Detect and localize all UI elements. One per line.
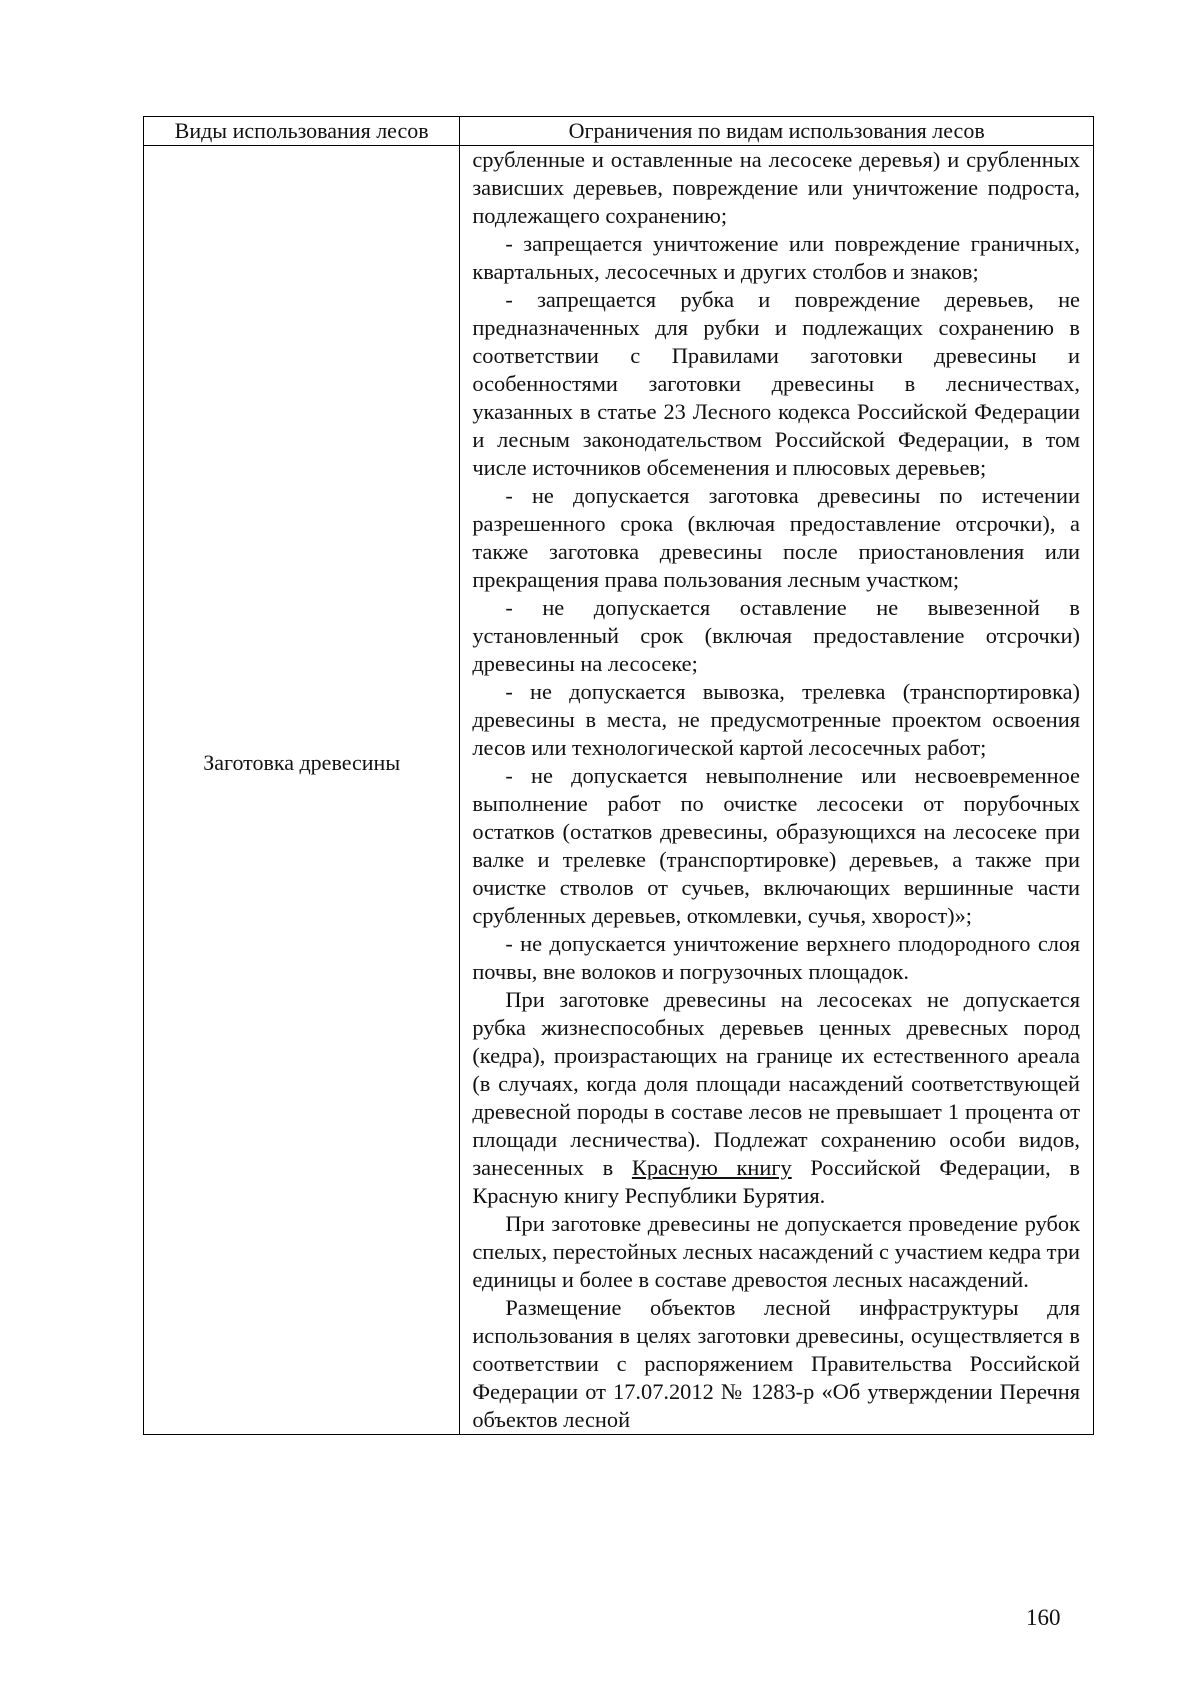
table-header-row xyxy=(144,117,1094,146)
paragraph-2: - запрещается рубка и повреждение деревьев, не предназначенных для рубки и подлежащих сохранению в соответствии с Правилами заготовки древесины и особенностями заготовки древесины в лесничествах, указанных в статье 23 Лесного кодекса Российской Федерации и лесным законодательством Российской Федерации, в том числе источников обсеменения и плюсовых деревьев; xyxy=(472,287,1080,480)
row-label: Заготовка древесины xyxy=(203,750,401,775)
paragraph-1: - запрещается уничтожение или повреждение граничных, квартальных, лесосечных и других столбов и знаков; xyxy=(472,231,1080,284)
table-row xyxy=(144,146,1094,1435)
restrictions-table xyxy=(143,116,1094,1435)
paragraph-7: - не допускается уничтожение верхнего плодородного слоя почвы, вне волоков и погрузочных площадок. xyxy=(472,931,1080,984)
paragraph-0: срубленные и оставленные на лесосеке деревья) и срубленных зависших деревьев, повреждение или уничтожение подроста, подлежащего сохранению; xyxy=(472,147,1080,228)
paragraph-8-text: При заготовке древесины на лесосеках не допускается рубка жизнеспособных деревьев ценных древесных пород (кедра), произрастающих на границе их естественного ареала (в случаях, когда доля площади насаждений соответствующей древесной породы в составе лесов не превышает 1 процента от площади лесничества). Подлежат сохранению особи видов, занесенных в xyxy=(472,987,1080,1180)
restrictions-cell xyxy=(460,146,1094,1435)
header-forest-use-types: Виды использования лесов xyxy=(144,117,460,146)
header-restrictions: Ограничения по видам использования лесов xyxy=(460,117,1094,146)
paragraph-8 xyxy=(472,986,1080,1210)
paragraph-10: Размещение объектов лесной инфраструктуры для использования в целях заготовки древесины, осуществляется в соответствии с распоряжением Правительства Российской Федерации от 17.07.2012 № 1283-р «Об утверждении Перечня объектов лесной xyxy=(472,1295,1080,1432)
page-number: 160 xyxy=(1026,1605,1061,1630)
paragraph-6: - не допускается невыполнение или несвоевременное выполнение работ по очистке лесосеки от порубочных остатков (остатков древесины, образующихся на лесосеке при валке и трелевке (транспортировке) деревьев, а также при очистке стволов от сучьев, включающих вершинные части срубленных деревьев, откомлевки, сучья, хворост)»; xyxy=(472,763,1080,928)
paragraph-5: - не допускается вывозка, трелевка (транспортировка) древесины в места, не предусмотренные проектом освоения лесов или технологической картой лесосечных работ; xyxy=(472,679,1080,760)
red-book-link[interactable]: Красную книгу xyxy=(631,1155,792,1180)
paragraph-9: При заготовке древесины не допускается проведение рубок спелых, перестойных лесных насаждений с участием кедра три единицы и более в составе древостоя лесных насаждений. xyxy=(472,1211,1080,1292)
row-label-cell xyxy=(144,146,460,1435)
paragraph-8-tail: Российской Федерации, в Красную книгу Республики Бурятия. xyxy=(472,1155,1080,1208)
paragraph-3: - не допускается заготовка древесины по истечении разрешенного срока (включая предоставление отсрочки), а также заготовка древесины после приостановления или прекращения права пользования лесным участком; xyxy=(472,483,1080,592)
paragraph-4: - не допускается оставление не вывезенной в установленный срок (включая предоставление отсрочки) древесины на лесосеке; xyxy=(472,595,1080,676)
